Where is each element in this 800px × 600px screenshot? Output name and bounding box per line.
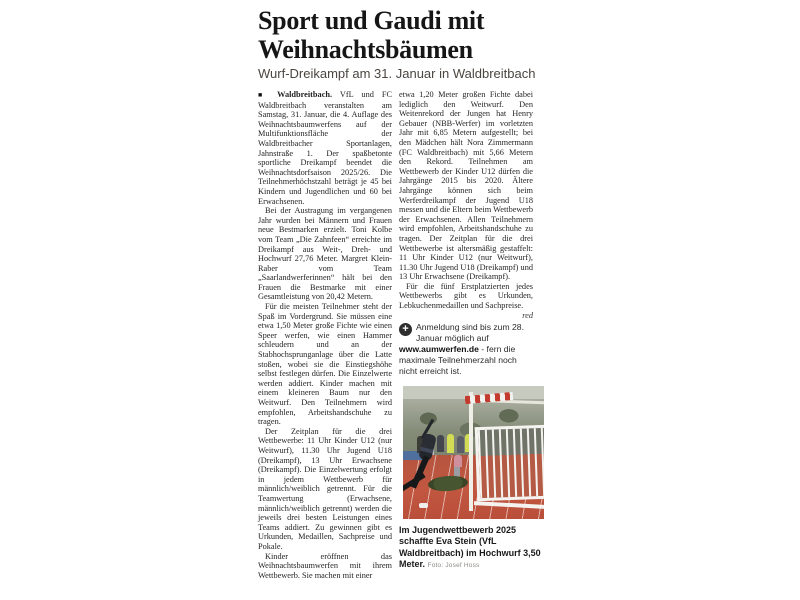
photo-credit: Foto: Josef Hoss <box>427 562 480 570</box>
infobox-text-before: Anmeldung sind bis zum 28. Januar möglich auf <box>416 321 524 343</box>
dateline-square-icon: ■ <box>258 91 270 99</box>
article-headline <box>258 6 558 64</box>
paragraph-text: Für die fünf Erstplatzierten jedes Wettbewerbs gibt es Urkunden, Lebkuchenmedaillen und Sachpreise. <box>399 281 533 311</box>
thrower-shoe <box>419 503 428 508</box>
infobox-text-after: - fern die maximale Teilnehmerzahl noch nicht erreicht ist. <box>399 343 517 376</box>
article-paragraph: Für die meisten Teilnehmer steht der Spaß im Vordergrund. Sie müssen eine etwa 1,50 Meter große Fichte wie einen Speer werfen, wie einen Hammer schleudern und an der Stabhochsprunganlage über die Latte stoßen, wobei sie die Einstiegshöhe selbst festlegen dürfen. Die Einzelwerte werden addiert. Kinder machen mit einem kleineren Baum nur den Weitwurf. Den Teilnehmern wird empfohlen, Arbeitshandschuhe zu tragen. <box>258 302 392 427</box>
child-figure <box>454 455 462 467</box>
article-column-1 <box>258 90 392 580</box>
caption-text: Im Jugendwettbewerb 2025 schaffte Eva Stein (VfL Waldbreitbach) im Hochwurf 3,50 Meter. <box>399 524 541 570</box>
photo-white-gate <box>475 424 544 501</box>
article-paragraph: Bei der Austragung im vergangenen Jahr wurden bei Männern und Frauen neue Bestmarken erzielt. Toni Kolbe vom Team „Die Zahnfeen“ erreichte im Dreikampf aus Weit-, Dreh- und Hochwurf 27,76 Meter. Margret Klein-Raber vom Team „Saarlandwerferinnen“ hält bei den Frauen die Bestmarke mit einer Gesamtleistung von 20,42 Metern. <box>258 206 392 302</box>
spectator-figure <box>457 436 464 453</box>
dateline: Waldbreitbach. <box>277 90 333 99</box>
headline-line2: Weihnachtsbäumen <box>258 35 473 64</box>
paragraph-text: VfL und FC Waldbreitbach veranstalten am Samstag, 31. Januar, die 4. Auflage des Weihnachtsbaumwerfens auf der Multifunktionsfläche der Waldbreitbacher Sportanlagen, Jahnstraße 1. Der spaßbetonte sportliche Dreikampf beendet die Weihnachtsdorfsaison 2025/26. Die Teilnehmerhöchstzahl beträgt je 45 bei Kindern und Jugendlichen und 60 bei Erwachsenen. <box>258 90 392 206</box>
author-signature: red <box>522 310 533 320</box>
article-paragraph: etwa 1,20 Meter großen Fichte dabei lediglich den Weitwurf. Den Weitenrekord der Jungen hat Henry Gebauer (NBB-Werfer) im vorletzten Jahr mit 6,85 Metern aufgestellt; bei den Mädchen hält Nora Zimmermann (FC Waldbreitbach) mit 5,66 Metern den Rekord. Teilnehmen am Wettbewerb der Kinder U12 dürfen die Jahrgänge 2015 bis 2020. Ältere Jahrgänge können sich beim Werferdreikampf der Jugend U18 messen und die Eltern beim Wettbewerb der Erwachsenen. Allen Teilnehmern wird empfohlen, Arbeitshandschuhe zu tragen. Der Zeitplan für die drei Wettbewerbe ist altersmäßig gestaffelt: 11 Uhr Kinder U12 (nur Weitwurf), 11.30 Uhr Jugend U18 (Dreikampf) und 13 Uhr Erwachsene (Dreikampf). <box>399 90 533 282</box>
spectator-vest-figure <box>447 434 454 453</box>
registration-url: www.aumwerfen.de <box>399 343 479 354</box>
article-paragraph <box>258 90 392 206</box>
plus-circle-icon: + <box>399 323 412 336</box>
article-paragraph <box>399 281 533 320</box>
news-photo <box>403 386 544 519</box>
headline-line1: Sport und Gaudi mit <box>258 6 485 35</box>
article-column-2 <box>399 90 541 572</box>
photo-pole <box>469 392 473 510</box>
article-kicker: Wurf-Dreikampf am 31. Januar in Waldbreitbach <box>258 66 536 81</box>
registration-infobox <box>399 322 533 377</box>
spectator-figure <box>437 435 444 452</box>
article-paragraph: Der Zeitplan für die drei Wettbewerbe: 11 Uhr Kinder U12 (nur Weitwurf), 11.30 Uhr Jugend U18 (Dreikampf), 13 Uhr Erwachsene (Dreikampf). Die Einzelwertung erfolgt in jedem Wettbewerb für männlich/weiblich getrennt. Für die Teamwertung (Erwachsene, männlich/weiblich getrennt) werden die jeweils drei besten Leistungen eines Teams addiert. Zu gewinnen gibt es Urkunden, Medaillen, Sachpreise und Pokale. <box>258 426 392 551</box>
photo-caption <box>399 525 545 572</box>
article-paragraph: Kinder eröffnen das Weihnachtsbaumwerfen mit ihrem Wettbewerb. Sie machen mit einer <box>258 551 392 580</box>
